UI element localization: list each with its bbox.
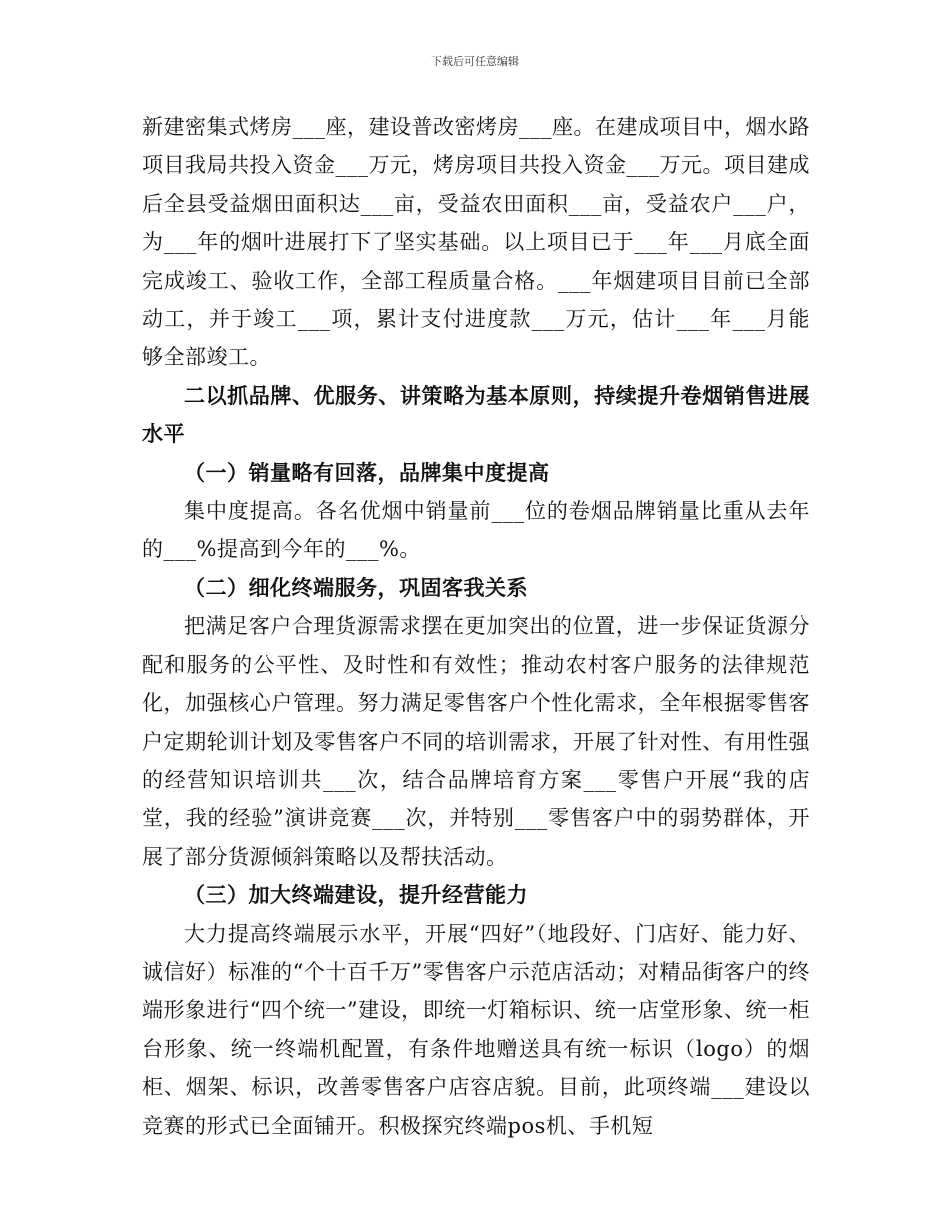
paragraph-customer-service: 把满足客户合理货源需求摆在更加突出的位置，进一步保证货源分配和服务的公平性、及时性和有效性；推动农村客户服务的法律规范化，加强核心户管理。努力满足零售客户个性化需求，全年根据零售客户定期轮训计划及零售客户不同的培训需求，开展了针对性、有用性强的经营知识培训共___次，结合品牌培育方案___零售户开展“我的店堂，我的经验”演讲竞赛___次，并特别___零售客户中的弱势群体，开展了部分货源倾斜策略以及帮扶活动。 <box>142 614 810 869</box>
paragraph-terminal-display: 大力提高终端展示水平，开展“四好”（地段好、门店好、能力好、诚信好）标准的“个十百千万”零售客户示范店活动；对精品街客户的终端形象进行“四个统一”建设，即统一灯箱标识、统一店堂形象、统一柜台形象、统一终端机配置，有条件地赠送具有统一标识（logo）的烟柜、烟架、标识，改善零售客户店容店貌。目前，此项终端___建设以竞赛的形式已全面铺开。积极探究终端pos机、手机短 <box>142 921 810 1138</box>
page-header: 下载后可任意编辑 <box>431 55 519 68</box>
document-body <box>142 108 810 1145</box>
subheading-sales-volume: （一）销量略有回落，品牌集中度提高 <box>184 460 550 485</box>
paragraph-brand-concentration: 集中度提高。各名优烟中销量前___位的卷烟品牌销量比重从去年的___%提高到今年的___%。 <box>142 499 810 562</box>
paragraph-construction-projects: 新建密集式烤房___座，建设普改密烤房___座。在建成项目中，烟水路项目我局共投入资金___万元，烤房项目共投入资金___万元。项目建成后全县受益烟田面积达___亩，受益农田面积___亩，受益农户___户，为___年的烟叶进展打下了坚实基础。以上项目已于___年___月底全面完成竣工、验收工作，全部工程质量合格。___年烟建项目目前已全部动工，并于竣工___项，累计支付进度款___万元，估计___年___月能够全部竣工。 <box>142 115 810 370</box>
section-heading-sales: 二以抓品牌、优服务、讲策略为基本原则，持续提升卷烟销售进展水平 <box>142 383 810 447</box>
subheading-terminal-service: （二）细化终端服务，巩固客我关系 <box>184 575 528 600</box>
subheading-terminal-construction: （三）加大终端建设，提升经营能力 <box>184 883 528 908</box>
